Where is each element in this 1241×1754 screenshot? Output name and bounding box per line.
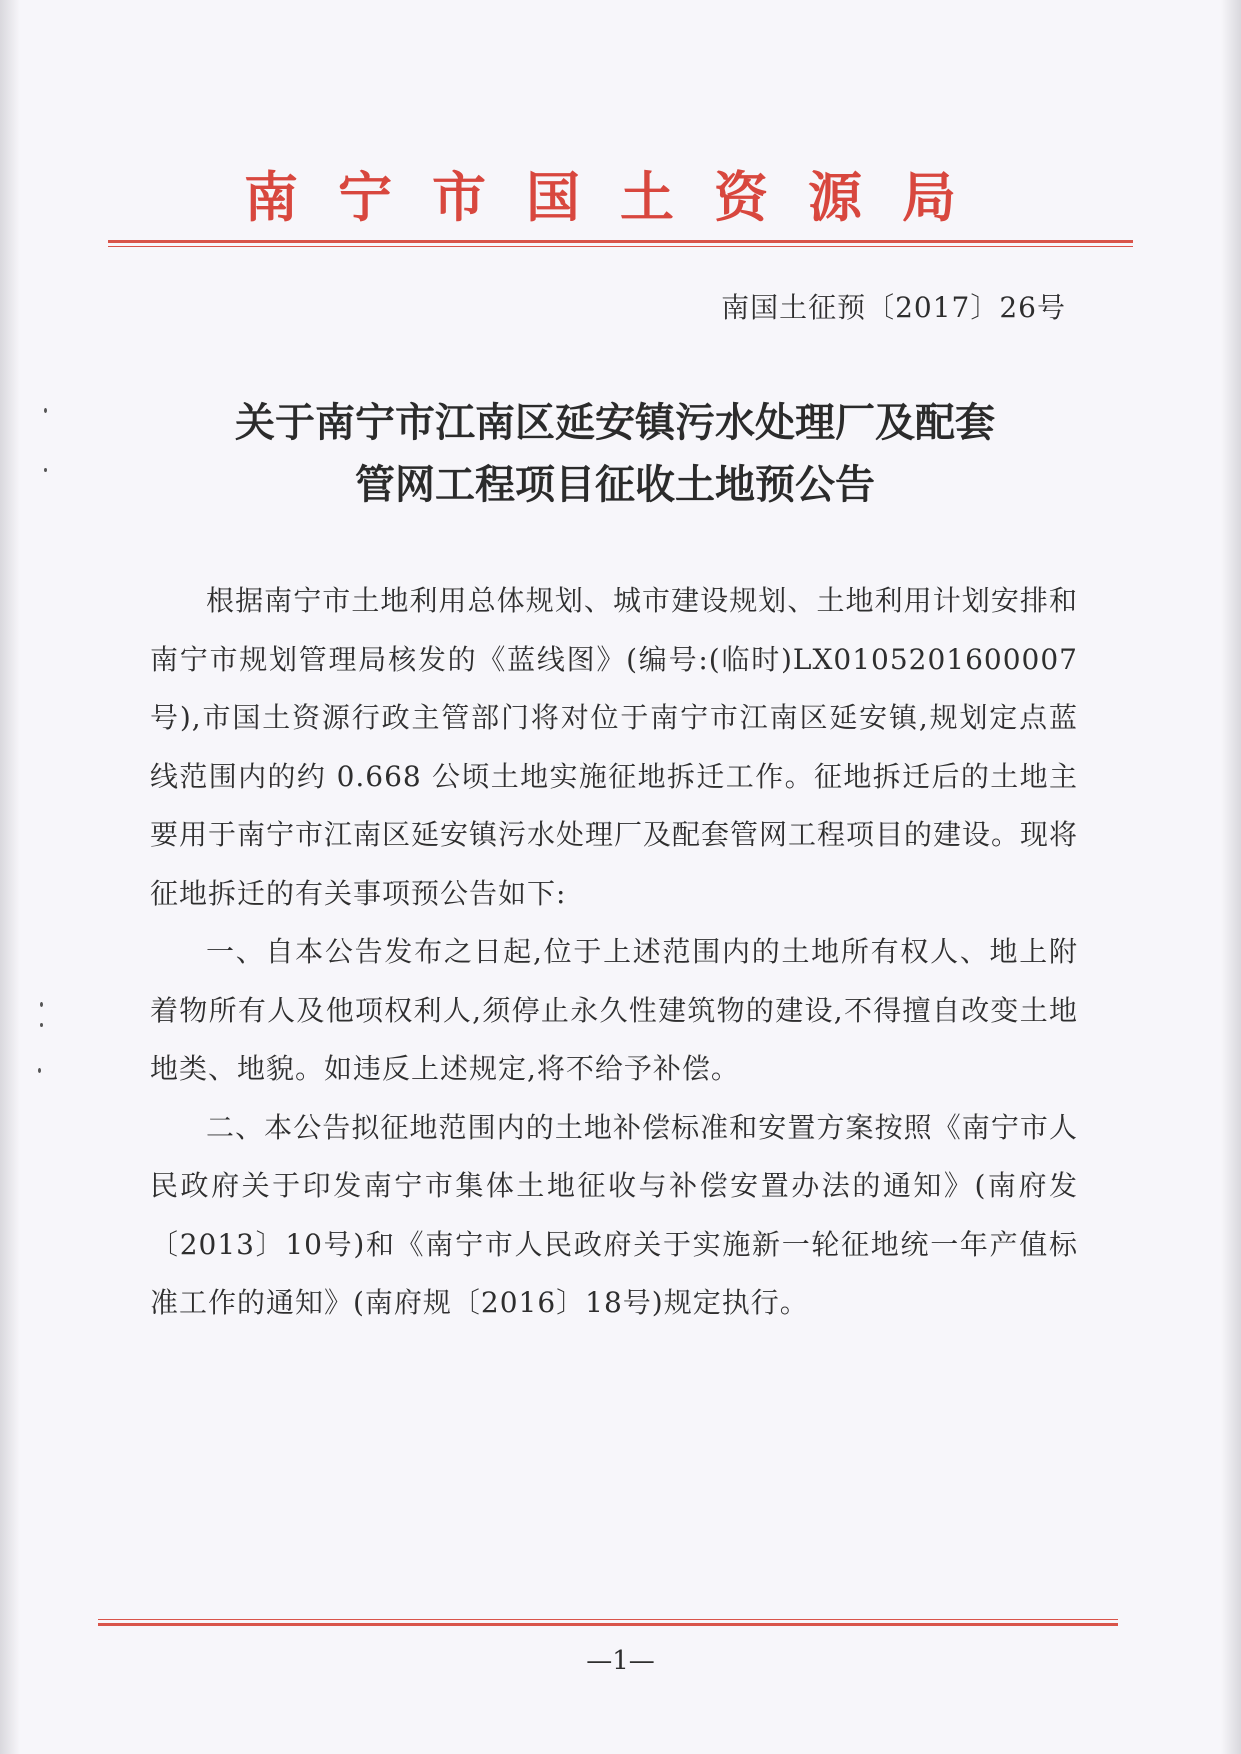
scan-speck bbox=[44, 408, 47, 413]
body-paragraph-2: 一、自本公告发布之日起,位于上述范围内的土地所有权人、地上附着物所有人及他项权利人,须停止永久性建筑物的建设,不得擅自改变土地地类、地貌。如违反上述规定,将不给予补偿。 bbox=[150, 935, 1078, 1085]
document-number: 南国土征预〔2017〕26号 bbox=[721, 291, 1066, 324]
page-number: —1— bbox=[586, 1646, 655, 1676]
scan-edge-right bbox=[1221, 0, 1241, 1754]
document-body bbox=[150, 572, 1078, 1333]
letterhead-rule-thin bbox=[108, 246, 1133, 247]
footer-rule-thick bbox=[98, 1623, 1118, 1626]
scan-speck bbox=[44, 468, 47, 472]
footer-rule-thin bbox=[98, 1619, 1118, 1620]
scan-speck bbox=[40, 1023, 43, 1027]
document-headline bbox=[110, 392, 1120, 516]
letterhead-rule-thick bbox=[108, 240, 1133, 243]
headline-line-2: 管网工程项目征收土地预公告 bbox=[355, 462, 875, 508]
scan-edge-left bbox=[0, 0, 20, 1754]
letterhead-organization: 南宁市国土资源局 bbox=[244, 165, 996, 229]
scan-speck bbox=[38, 1068, 41, 1073]
body-paragraph-3: 二、本公告拟征地范围内的土地补偿标准和安置方案按照《南宁市人民政府关于印发南宁市集体土地征收与补偿安置办法的通知》(南府发〔2013〕10号)和《南宁市人民政府关于实施新一轮征地统一年产值标准工作的通知》(南府规〔2016〕18号)规定执行。 bbox=[150, 1110, 1078, 1319]
scan-speck bbox=[40, 1002, 43, 1007]
body-paragraph-1: 根据南宁市土地利用总体规划、城市建设规划、土地利用计划安排和南宁市规划管理局核发的《蓝线图》(编号:(临时)LX0105201600007号),市国土资源行政主管部门将对位于南宁市江南区延安镇,规划定点蓝线范围内的约 0.668 公顷土地实施征地拆迁工作。征地拆迁后的土地主要用于南宁市江南区延安镇污水处理厂及配套管网工程项目的建设。现将征地拆迁的有关事项预公告如下: bbox=[150, 584, 1079, 910]
headline-line-1: 关于南宁市江南区延安镇污水处理厂及配套 bbox=[235, 400, 995, 446]
